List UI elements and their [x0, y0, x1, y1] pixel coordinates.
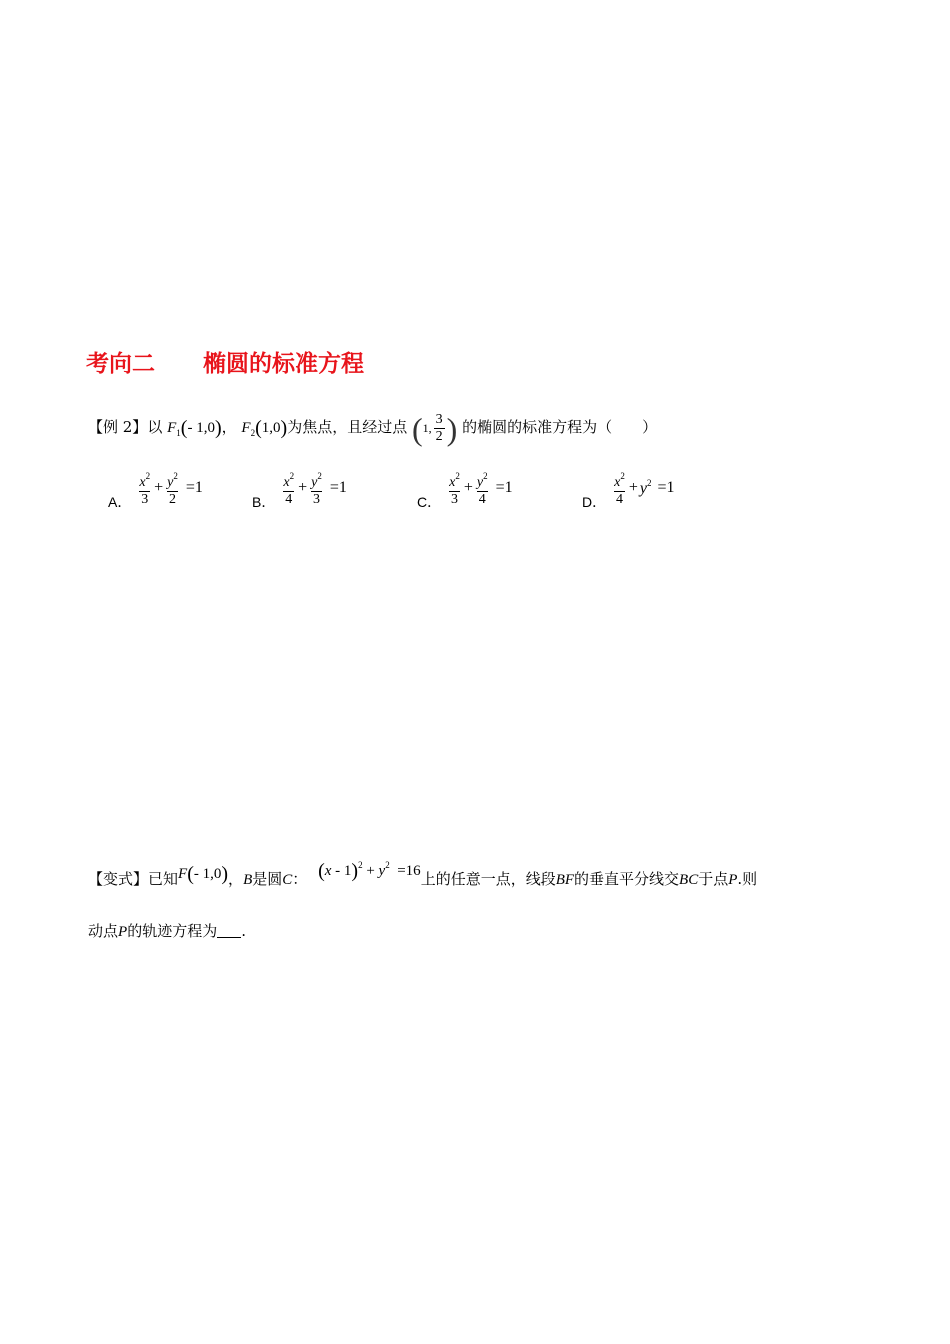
variant-colon: ： [292, 870, 308, 888]
point-x: 1, [422, 420, 432, 435]
variant-c: C [282, 872, 293, 888]
circle-y: y [378, 863, 386, 879]
variant-text5: 的垂直平分线交 [574, 870, 680, 888]
sq: 2 [620, 471, 625, 481]
option-d-label: D． [582, 494, 607, 510]
plus: + [463, 479, 473, 496]
f2-sub: 2 [250, 427, 256, 438]
option-a-n1: x [139, 475, 146, 490]
option-c-d2: 4 [478, 492, 486, 507]
option-d-rhs: =1 [657, 479, 675, 496]
option-a-n2: y [167, 475, 174, 490]
text-before: 以 [147, 417, 163, 436]
variant-line-2 [88, 920, 246, 941]
line2-p: P [118, 924, 128, 940]
plus: + [154, 479, 164, 496]
focus-f2: $F_2(1,0)$ [241, 416, 288, 439]
option-c[interactable] [417, 464, 513, 512]
sq: 2 [385, 860, 390, 870]
option-d-term2: y [639, 480, 647, 497]
option-c-n1: x [449, 475, 456, 490]
option-a-d2: 2 [168, 492, 176, 507]
variant-line-1 [88, 860, 757, 889]
option-d-d1: 4 [615, 492, 623, 507]
variant-f-coords: - 1,0 [193, 866, 222, 882]
variant-text2: ， [228, 870, 244, 888]
section-heading [86, 345, 364, 378]
option-c-rhs: =1 [495, 479, 513, 496]
circle-rhs: =16 [397, 863, 421, 879]
variant-text1: 已知 [148, 870, 179, 888]
variant-text4: 上的任意一点，线段 [420, 870, 556, 888]
option-b-rhs: =1 [329, 479, 347, 496]
point-num: 3 [435, 412, 443, 427]
line2-b: 的轨迹方程为 [127, 922, 218, 940]
plus: + [366, 863, 375, 879]
option-b-label: B． [252, 494, 276, 510]
option-a-d1: 3 [141, 492, 149, 507]
option-d-n1: x [614, 475, 621, 490]
sq: 2 [483, 471, 488, 481]
option-a-label: A． [108, 494, 132, 510]
variant-text7: .则 [737, 870, 758, 888]
focus-f1: $F_1(-$ 1,0) [167, 416, 222, 439]
option-c-n2: y [476, 475, 484, 490]
variant-f-label: F [178, 866, 188, 882]
answer-blank[interactable] [217, 923, 241, 938]
line2-end: . [241, 922, 246, 940]
line2-a: 动点 [88, 922, 119, 940]
plus: + [628, 479, 638, 496]
section-title: 考向二 [86, 351, 155, 377]
sq: 2 [317, 471, 322, 481]
f2-coords: 1,0 [261, 419, 281, 436]
f1-sub: 1 [176, 427, 181, 438]
sq: 2 [455, 471, 460, 481]
option-b-n1: x [283, 475, 290, 490]
option-b-n2: y [311, 475, 318, 490]
option-b-d2: 3 [312, 492, 320, 507]
f2-label: F [241, 419, 251, 436]
sep: ， [221, 417, 237, 436]
circle-equation: $(x - 1)^2 + y^2 =16$ [318, 860, 421, 882]
variant-p: P [728, 872, 738, 888]
sq: 2 [173, 471, 178, 481]
option-c-label: C． [417, 494, 442, 510]
sq: 2 [358, 860, 363, 870]
variant-f: F(- 1,0) [178, 863, 229, 885]
option-b[interactable] [252, 464, 347, 512]
option-d[interactable] [582, 464, 675, 512]
sq: 2 [289, 471, 295, 481]
f1-coords: - 1,0 [187, 419, 215, 436]
point: (1, $\frac{3}{2}$ ) [411, 410, 458, 447]
variant-text6: 于点 [698, 870, 729, 888]
variant-text3: 是圆 [252, 870, 283, 888]
point-den: 2 [435, 429, 443, 444]
example-question [88, 412, 657, 445]
variant-b: B [243, 872, 253, 888]
sq: 2 [145, 471, 151, 481]
circle-x: x [324, 863, 332, 879]
variant-bc: BC [679, 872, 699, 888]
circle-minus: - 1 [335, 863, 352, 879]
text-after: 的椭圆的标准方程为（ ） [462, 417, 658, 436]
variant-tag: 【变式】 [88, 870, 149, 888]
section-subtitle: 椭圆的标准方程 [203, 351, 365, 377]
option-c-d1: 3 [450, 492, 458, 507]
option-b-d1: 4 [285, 492, 293, 507]
sq: 2 [646, 478, 652, 488]
text-focus: 为焦点，且经过点 [287, 417, 408, 436]
example-tag: 【例 2】 [88, 417, 148, 436]
variant-bf: BF [555, 872, 575, 888]
option-a[interactable] [108, 464, 203, 512]
f1-label: F [167, 419, 177, 436]
option-a-rhs: =1 [185, 479, 203, 496]
plus: + [298, 479, 308, 496]
